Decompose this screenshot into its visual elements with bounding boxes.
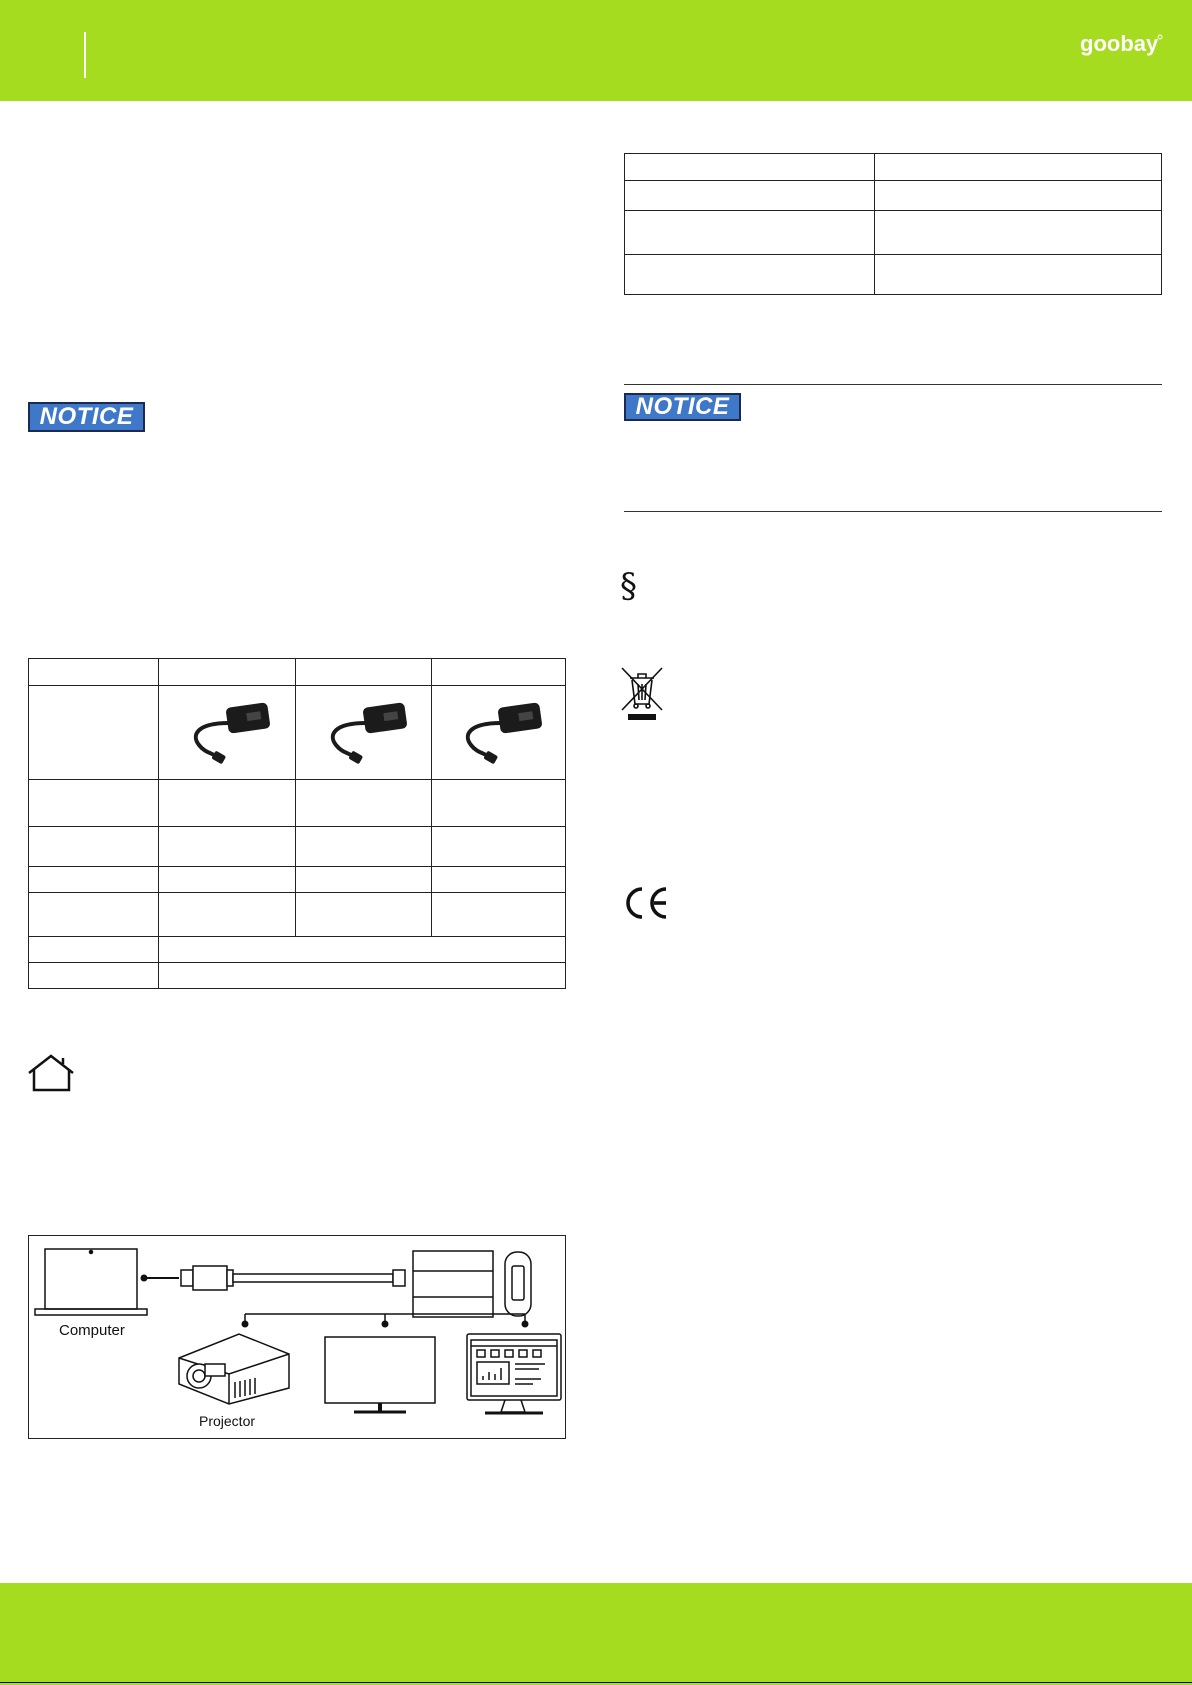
display-with-content-icon — [467, 1334, 561, 1413]
product-image-row — [29, 686, 566, 780]
usb-c-cable-icon — [181, 1251, 531, 1317]
adapter-image — [314, 695, 414, 765]
product-image-cell — [432, 686, 566, 780]
house-icon — [27, 1054, 79, 1092]
product-image-cell — [296, 686, 432, 780]
footer-band — [0, 1583, 1192, 1685]
logo-wordmark: goobay — [1080, 31, 1159, 56]
crossed-bin-icon — [620, 666, 664, 722]
footer-rule — [0, 1682, 1192, 1683]
ce-mark-icon — [622, 886, 670, 920]
logo-mark — [1080, 30, 1164, 58]
product-image-cell — [159, 686, 296, 780]
notice-badge-right: NOTICE — [624, 393, 741, 421]
notice-rule-bottom — [624, 511, 1162, 512]
tech-table — [624, 153, 1162, 295]
section-sign-icon: § — [620, 566, 637, 606]
projector-label: Projector — [199, 1413, 256, 1429]
monitor-icon — [325, 1337, 435, 1412]
goobay-logo — [1080, 30, 1164, 58]
laptop-icon — [35, 1249, 147, 1315]
notice-badge-left: NOTICE — [28, 402, 145, 432]
adapter-image — [449, 695, 549, 765]
connection-diagram — [28, 1235, 566, 1439]
spec-table — [28, 658, 566, 989]
notice-rule-top — [624, 384, 1162, 385]
header-band — [0, 0, 1192, 101]
header-divider — [84, 32, 86, 78]
computer-label: Computer — [59, 1322, 125, 1339]
adapter-image — [177, 695, 277, 765]
projector-icon — [179, 1334, 289, 1404]
